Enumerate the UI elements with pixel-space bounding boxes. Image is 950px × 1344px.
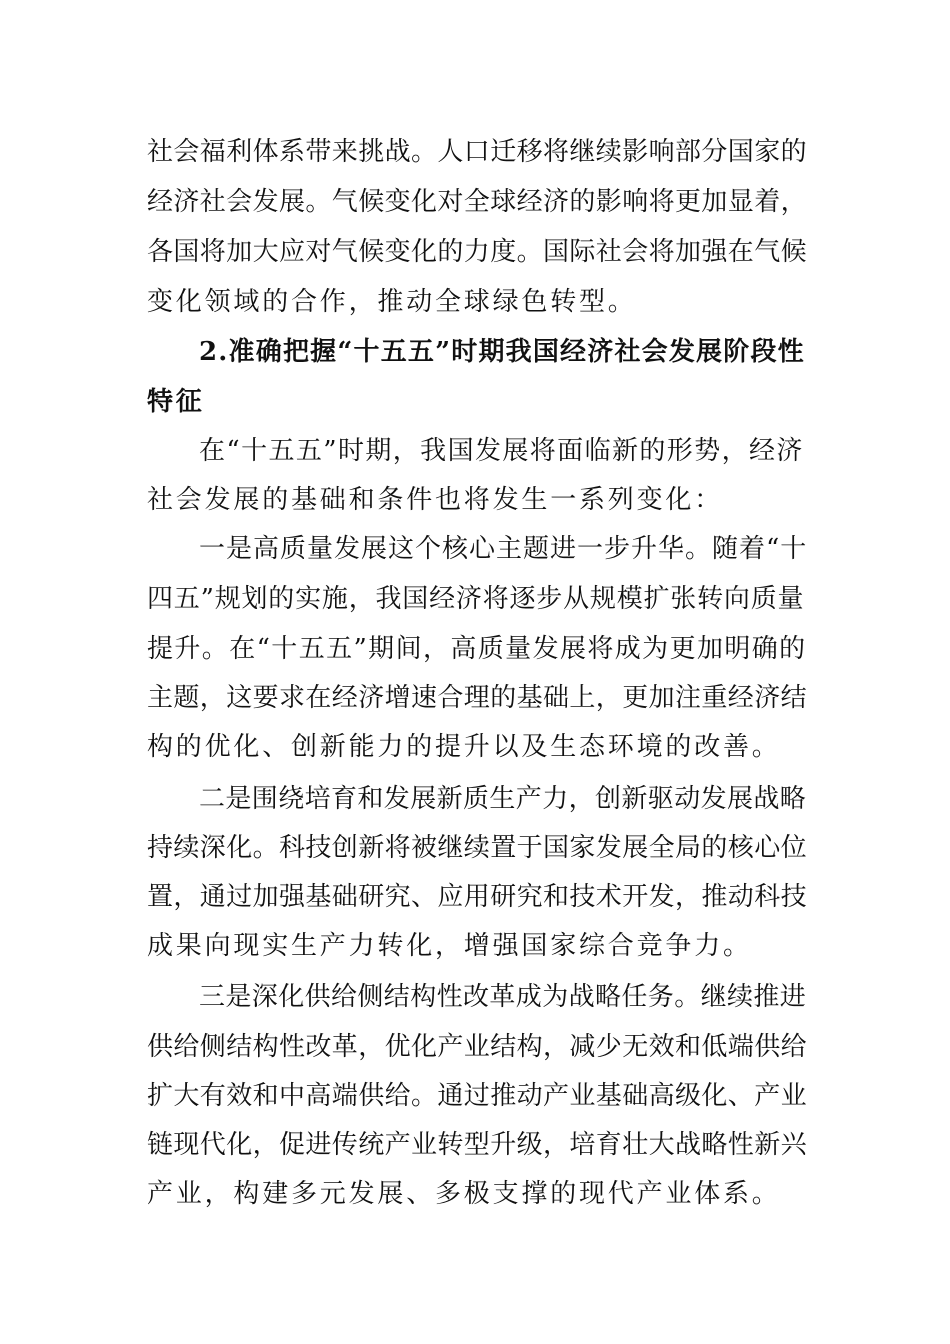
paragraph-line: 扩大有效和中高端供给。通过推动产业基础高级化、产业	[147, 1081, 808, 1111]
paragraph-line: 各国将加大应对气候变化的力度。国际社会将加强在气候	[147, 237, 808, 267]
paragraph-line: 主题，这要求在经济增速合理的基础上，更加注重经济结	[147, 683, 808, 713]
paragraph-line: 四五”规划的实施，我国经济将逐步从规模扩张转向质量	[147, 584, 805, 614]
paragraph-line: 构的优化、创新能力的提升以及生态环境的改善。	[147, 732, 781, 762]
paragraph-line: 供给侧结构性改革，优化产业结构，减少无效和低端供给	[147, 1032, 808, 1062]
paragraph-line: 一是高质量发展这个核心主题进一步升华。随着“十	[199, 534, 808, 564]
paragraph-line: 持续深化。科技创新将被继续置于国家发展全局的核心位	[147, 833, 808, 863]
paragraph-line: 变化领域的合作，推动全球绿色转型。	[147, 287, 637, 317]
paragraph-line: 在“十五五”时期，我国发展将面临新的形势，经济	[199, 436, 804, 466]
section-heading: 特征	[147, 387, 205, 417]
paragraph-line: 二是围绕培育和发展新质生产力，创新驱动发展战略	[199, 784, 807, 814]
paragraph-line: 产业，构建多元发展、多极支撑的现代产业体系。	[147, 1179, 781, 1209]
paragraph-line: 提升。在“十五五”期间，高质量发展将成为更加明确的	[147, 634, 807, 664]
paragraph-line: 链现代化，促进传统产业转型升级，培育壮大战略性新兴	[147, 1130, 808, 1160]
paragraph-line: 三是深化供给侧结构性改革成为战略任务。继续推进	[199, 982, 807, 1012]
paragraph-line: 社会福利体系带来挑战。人口迁移将继续影响部分国家的	[147, 137, 808, 167]
paragraph-line: 置，通过加强基础研究、应用研究和技术开发，推动科技	[147, 882, 808, 912]
paragraph-line: 成果向现实生产力转化，增强国家综合竞争力。	[147, 931, 752, 961]
paragraph-line: 经济社会发展。气候变化对全球经济的影响将更加显着，	[147, 187, 808, 217]
section-heading: 2.准确把握“十五五”时期我国经济社会发展阶段性	[199, 337, 805, 367]
paragraph-line: 社会发展的基础和条件也将发生一系列变化：	[147, 485, 724, 515]
